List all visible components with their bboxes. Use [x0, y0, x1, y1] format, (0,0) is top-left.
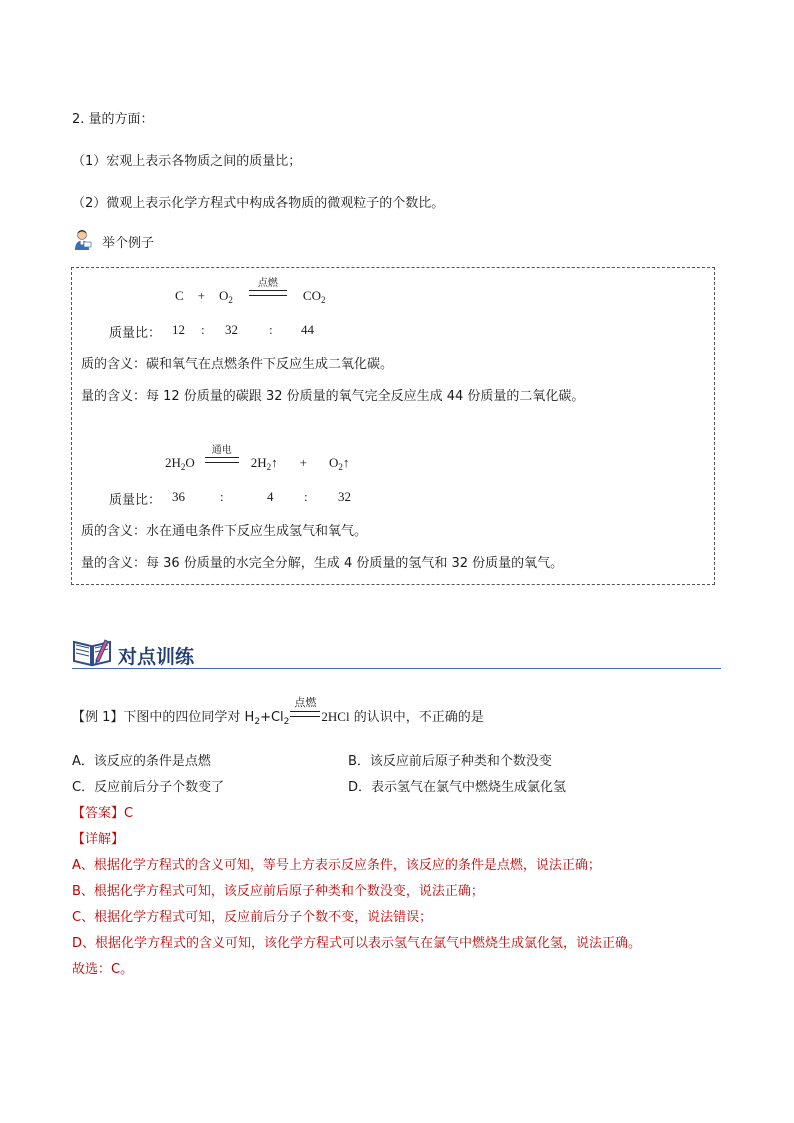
- answer-tag: 【答案】: [72, 806, 125, 821]
- option-a: A．该反应的条件是点燃: [72, 754, 211, 769]
- eq1-product: $CO_2$: [302, 288, 326, 305]
- answer-line: [72, 802, 133, 821]
- example1-condition-label: 点燃: [294, 696, 317, 709]
- option-b: B．该反应前后原子种类和个数没变: [348, 754, 552, 769]
- eq2-quality-meaning: 质的含义：水在通电条件下反应生成氢气和氧气。: [81, 524, 368, 539]
- example1-tag: 【例 1】: [72, 710, 124, 725]
- eq2-plus: +: [299, 455, 308, 470]
- detail-tag: 【详解】: [72, 832, 125, 847]
- answer-value: C: [124, 806, 134, 821]
- eq1-condition-label: 点燃: [257, 278, 278, 289]
- detail-line-d: D、根据化学方程式的含义可知，该化学方程式可以表示氢气在氯气中燃烧生成氯化氢，说法正确。: [72, 936, 642, 951]
- example1-question-prefix: 下图中的四位同学对 H: [123, 710, 255, 725]
- eq1-ratio-colon-1: :: [201, 322, 205, 337]
- eq1-ratio-colon-2: :: [269, 322, 273, 337]
- eq2-condition-label: 通电: [211, 445, 232, 456]
- eq1-reactant-2: $O_2$: [219, 288, 233, 305]
- eq2-quantity-meaning: 量的含义：每 36 份质量的水完全分解，生成 4 份质量的氢气和 32 份质量的氧气。: [81, 556, 564, 571]
- eq1-ratio-3: 44: [301, 322, 314, 337]
- example1-condition-sign: [290, 696, 320, 722]
- detail-line-a: A、根据化学方程式的含义可知，等号上方表示反应条件，该反应的条件是点燃，说法正确；: [72, 858, 601, 873]
- example1-question-suffix: 的认识中，不正确的是: [353, 710, 484, 725]
- eq1-plus: +: [197, 288, 206, 303]
- eq2-ratio-colon-2: :: [304, 489, 308, 504]
- eq2-product-1: $2H_2↑$: [250, 455, 278, 472]
- training-divider: [72, 668, 721, 669]
- eq1-quality-meaning: 质的含义：碳和氧气在点燃条件下反应生成二氧化碳。: [81, 357, 394, 372]
- eq1-ratio-2: 32: [225, 322, 238, 337]
- option-c: C．反应前后分子个数变了: [72, 780, 225, 795]
- eq2-ratio-colon-1: :: [220, 489, 224, 504]
- eq1-quantity-meaning: 量的含义：每 12 份质量的碳跟 32 份质量的氧气完全反应生成 44 份质量的二氧化碳。: [81, 389, 585, 404]
- eq1-reactant-1: C: [175, 288, 184, 303]
- eq2-ratio-1: 36: [172, 489, 185, 504]
- eq1-ratio-1: 12: [172, 322, 185, 337]
- eq1-condition-sign: [249, 278, 287, 301]
- section-item-1: （1）宏观上表示各物质之间的质量比；: [72, 154, 302, 169]
- eq1-ratio-label: 质量比：: [109, 326, 162, 341]
- book-icon: [72, 634, 112, 668]
- equation-1: [175, 278, 326, 305]
- training-title: 对点训练: [118, 646, 195, 668]
- eq2-reactant: $2H_2O$: [165, 455, 195, 472]
- detail-line-c: C、根据化学方程式可知，反应前后分子个数不变，说法错误；: [72, 910, 433, 925]
- eq2-ratio-label: 质量比：: [109, 493, 162, 508]
- detail-line-b: B、根据化学方程式可知，该反应前后原子种类和个数没变，说法正确；: [72, 884, 484, 899]
- conclusion: 故选：C。: [72, 962, 134, 977]
- eq2-condition-sign: [205, 445, 239, 468]
- equation-2: [165, 445, 350, 472]
- example-header-label: 举个例子: [102, 236, 155, 251]
- eq2-ratio-2: 4: [267, 489, 274, 504]
- section-title: 2. 量的方面：: [72, 112, 154, 127]
- example1-question: 【例 1】下图中的四位同学对 $H_2+Cl_2$ 点燃 2HCl 的认识中，不正确的是: [72, 696, 484, 727]
- example1-product: 2HCl: [321, 709, 350, 724]
- eq2-ratio-3: 32: [338, 489, 351, 504]
- teacher-icon: [72, 229, 92, 251]
- section-item-2: （2）微观上表示化学方程式中构成各物质的微观粒子的个数比。: [72, 196, 445, 211]
- option-d: D．表示氢气在氯气中燃烧生成氯化氢: [348, 780, 567, 795]
- eq2-product-2: $O_2↑$: [329, 455, 350, 472]
